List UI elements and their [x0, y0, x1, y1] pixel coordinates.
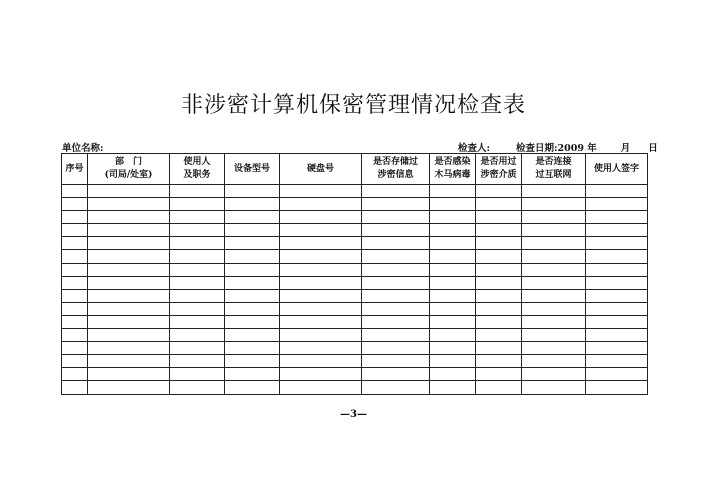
table-cell[interactable]: [476, 302, 522, 315]
table-cell[interactable]: [476, 355, 522, 368]
table-cell[interactable]: [280, 302, 362, 315]
table-cell[interactable]: [88, 289, 170, 302]
table-cell[interactable]: [362, 381, 430, 394]
header-department: 部 门 (司局/处室): [88, 154, 170, 185]
table-cell[interactable]: [62, 355, 88, 368]
table-cell[interactable]: [586, 289, 648, 302]
table-cell[interactable]: [280, 185, 362, 198]
table-cell[interactable]: [62, 276, 88, 289]
table-cell[interactable]: [586, 355, 648, 368]
table-cell[interactable]: [430, 198, 476, 211]
table-cell[interactable]: [170, 289, 225, 302]
table-cell[interactable]: [280, 224, 362, 237]
table-cell[interactable]: [170, 185, 225, 198]
table-cell[interactable]: [586, 276, 648, 289]
table-cell[interactable]: [280, 315, 362, 328]
table-cell[interactable]: [522, 355, 586, 368]
table-cell[interactable]: [62, 237, 88, 250]
table-cell[interactable]: [362, 224, 430, 237]
inspector-label: 检查人:: [458, 143, 491, 154]
table-cell[interactable]: [280, 263, 362, 276]
table-cell[interactable]: [280, 198, 362, 211]
table-cell[interactable]: [225, 263, 280, 276]
table-cell[interactable]: [362, 342, 430, 355]
table-cell[interactable]: [586, 263, 648, 276]
table-cell[interactable]: [362, 368, 430, 381]
table-cell[interactable]: [476, 276, 522, 289]
table-cell[interactable]: [88, 224, 170, 237]
table-cell[interactable]: [170, 276, 225, 289]
table-cell[interactable]: [88, 211, 170, 224]
table-cell[interactable]: [586, 224, 648, 237]
table-cell[interactable]: [225, 289, 280, 302]
table-cell[interactable]: [62, 381, 88, 394]
table-cell[interactable]: [430, 329, 476, 342]
table-cell[interactable]: [476, 368, 522, 381]
date-month-label: 月: [620, 143, 631, 154]
table-cell[interactable]: [88, 329, 170, 342]
table-cell[interactable]: [62, 211, 88, 224]
date-year-label: 检查日期:2009 年: [516, 143, 597, 154]
table-cell[interactable]: [88, 185, 170, 198]
table-row: [62, 302, 648, 315]
table-cell[interactable]: [362, 211, 430, 224]
table-row: [62, 368, 648, 381]
table-cell[interactable]: [62, 198, 88, 211]
table-cell[interactable]: [476, 263, 522, 276]
table-cell[interactable]: [225, 302, 280, 315]
table-cell[interactable]: [88, 315, 170, 328]
table-body: [62, 185, 648, 395]
table-row: [62, 381, 648, 394]
table-cell[interactable]: [88, 368, 170, 381]
table-cell[interactable]: [225, 224, 280, 237]
table-cell[interactable]: [88, 355, 170, 368]
table-cell[interactable]: [430, 368, 476, 381]
table-cell[interactable]: [522, 289, 586, 302]
table-cell[interactable]: [362, 198, 430, 211]
table-cell[interactable]: [430, 224, 476, 237]
table-cell[interactable]: [430, 302, 476, 315]
table-cell[interactable]: [476, 342, 522, 355]
table-cell[interactable]: [170, 237, 225, 250]
header-hard-disk-number: 硬盘号: [280, 154, 362, 185]
table-cell[interactable]: [522, 198, 586, 211]
table-cell[interactable]: [430, 250, 476, 263]
table-cell[interactable]: [88, 250, 170, 263]
table-cell[interactable]: [522, 276, 586, 289]
table-cell[interactable]: [280, 342, 362, 355]
table-cell[interactable]: [476, 289, 522, 302]
table-cell[interactable]: [522, 315, 586, 328]
table-cell[interactable]: [170, 263, 225, 276]
table-cell[interactable]: [476, 224, 522, 237]
table-cell[interactable]: [522, 211, 586, 224]
header-device-model: 设备型号: [225, 154, 280, 185]
table-cell[interactable]: [586, 368, 648, 381]
table-row: [62, 329, 648, 342]
table-cell[interactable]: [522, 368, 586, 381]
table-cell[interactable]: [522, 302, 586, 315]
table-cell[interactable]: [430, 263, 476, 276]
table-cell[interactable]: [88, 237, 170, 250]
table-cell[interactable]: [62, 263, 88, 276]
table-cell[interactable]: [170, 315, 225, 328]
table-cell[interactable]: [88, 342, 170, 355]
table-row: [62, 263, 648, 276]
table-row: [62, 289, 648, 302]
table-row: [62, 211, 648, 224]
table-cell[interactable]: [430, 289, 476, 302]
table-cell[interactable]: [170, 198, 225, 211]
table-cell[interactable]: [88, 381, 170, 394]
inspection-table: [61, 153, 648, 395]
table-cell[interactable]: [225, 250, 280, 263]
table-row: [62, 224, 648, 237]
table-cell[interactable]: [362, 315, 430, 328]
table-cell[interactable]: [430, 276, 476, 289]
table-header-row: [62, 154, 648, 185]
table-cell[interactable]: [476, 329, 522, 342]
header-trojan-infected: 是否感染 木马病毒: [430, 154, 476, 185]
table-cell[interactable]: [280, 276, 362, 289]
table-cell[interactable]: [362, 329, 430, 342]
page-number: —3—: [340, 409, 367, 420]
table-cell[interactable]: [586, 198, 648, 211]
table-cell[interactable]: [62, 224, 88, 237]
table-cell[interactable]: [170, 355, 225, 368]
table-cell[interactable]: [62, 289, 88, 302]
table-cell[interactable]: [362, 237, 430, 250]
table-cell[interactable]: [586, 302, 648, 315]
table-cell[interactable]: [430, 355, 476, 368]
header-index: 序号: [62, 154, 88, 185]
table-cell[interactable]: [170, 368, 225, 381]
table-cell[interactable]: [280, 211, 362, 224]
table-cell[interactable]: [586, 381, 648, 394]
table-cell[interactable]: [225, 368, 280, 381]
table-cell[interactable]: [476, 237, 522, 250]
table-row: [62, 276, 648, 289]
table-cell[interactable]: [522, 342, 586, 355]
table-cell[interactable]: [280, 329, 362, 342]
table-cell[interactable]: [170, 342, 225, 355]
table-cell[interactable]: [62, 315, 88, 328]
table-row: [62, 342, 648, 355]
table-cell[interactable]: [280, 368, 362, 381]
table-cell[interactable]: [522, 237, 586, 250]
table-cell[interactable]: [225, 381, 280, 394]
table-cell[interactable]: [522, 381, 586, 394]
table-cell[interactable]: [476, 185, 522, 198]
table-cell[interactable]: [225, 198, 280, 211]
table-cell[interactable]: [280, 381, 362, 394]
table-cell[interactable]: [62, 342, 88, 355]
table-cell[interactable]: [88, 276, 170, 289]
table-cell[interactable]: [225, 211, 280, 224]
header-user-signature: 使用人签字: [586, 154, 648, 185]
table-cell[interactable]: [362, 355, 430, 368]
table-cell[interactable]: [586, 329, 648, 342]
table-cell[interactable]: [476, 315, 522, 328]
table-cell[interactable]: [586, 315, 648, 328]
table-cell[interactable]: [170, 250, 225, 263]
table-row: [62, 198, 648, 211]
table-cell[interactable]: [586, 342, 648, 355]
table-cell[interactable]: [476, 198, 522, 211]
header-connected-internet: 是否连接 过互联网: [522, 154, 586, 185]
table-cell[interactable]: [430, 381, 476, 394]
table-cell[interactable]: [225, 185, 280, 198]
inspection-date: [516, 140, 658, 154]
table-cell[interactable]: [522, 224, 586, 237]
table-cell[interactable]: [430, 315, 476, 328]
table-cell[interactable]: [280, 250, 362, 263]
table-cell[interactable]: [62, 185, 88, 198]
header-stored-classified: 是否存储过 涉密信息: [362, 154, 430, 185]
table-row: [62, 355, 648, 368]
table-cell[interactable]: [280, 355, 362, 368]
table-cell[interactable]: [586, 185, 648, 198]
table-cell[interactable]: [430, 342, 476, 355]
table-cell[interactable]: [88, 198, 170, 211]
table-cell[interactable]: [362, 263, 430, 276]
table-cell[interactable]: [586, 211, 648, 224]
table-cell[interactable]: [225, 342, 280, 355]
table-row: [62, 250, 648, 263]
table-cell[interactable]: [362, 276, 430, 289]
table-row: [62, 185, 648, 198]
table-cell[interactable]: [522, 185, 586, 198]
table-cell[interactable]: [225, 237, 280, 250]
table-cell[interactable]: [62, 368, 88, 381]
header-user-position: 使用人 及职务: [170, 154, 225, 185]
table-cell[interactable]: [476, 250, 522, 263]
table-cell[interactable]: [430, 237, 476, 250]
table-cell[interactable]: [522, 250, 586, 263]
table-cell[interactable]: [62, 302, 88, 315]
table-cell[interactable]: [170, 211, 225, 224]
table-cell[interactable]: [280, 237, 362, 250]
document-title: 非涉密计算机保密管理情况检查表: [180, 93, 526, 118]
header-used-classified-media: 是否用过 涉密介质: [476, 154, 522, 185]
table-cell[interactable]: [225, 355, 280, 368]
table-cell[interactable]: [170, 302, 225, 315]
table-cell[interactable]: [362, 185, 430, 198]
table-cell[interactable]: [586, 237, 648, 250]
table-cell[interactable]: [170, 381, 225, 394]
table-cell[interactable]: [170, 224, 225, 237]
table-cell[interactable]: [476, 211, 522, 224]
table-cell[interactable]: [170, 329, 225, 342]
table-cell[interactable]: [280, 289, 362, 302]
table-row: [62, 237, 648, 250]
table-cell[interactable]: [62, 250, 88, 263]
table-cell[interactable]: [362, 289, 430, 302]
table-row: [62, 315, 648, 328]
table-cell[interactable]: [476, 381, 522, 394]
unit-name-label: 单位名称:: [62, 143, 104, 154]
table-cell[interactable]: [430, 185, 476, 198]
date-day-label: 日: [648, 143, 658, 154]
table-cell[interactable]: [586, 250, 648, 263]
table-cell[interactable]: [225, 329, 280, 342]
table-cell[interactable]: [362, 250, 430, 263]
table-cell[interactable]: [88, 302, 170, 315]
table-cell[interactable]: [225, 276, 280, 289]
table-cell[interactable]: [522, 263, 586, 276]
table-cell[interactable]: [430, 211, 476, 224]
table-cell[interactable]: [225, 315, 280, 328]
table-cell[interactable]: [62, 329, 88, 342]
table-cell[interactable]: [88, 263, 170, 276]
table-cell[interactable]: [362, 302, 430, 315]
table-cell[interactable]: [522, 329, 586, 342]
